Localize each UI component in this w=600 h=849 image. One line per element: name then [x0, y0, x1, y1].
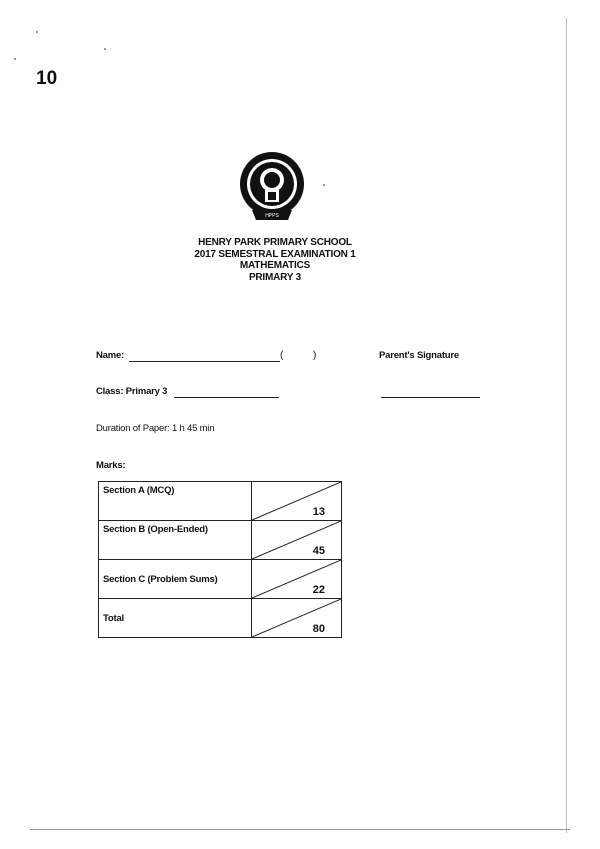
table-row — [99, 482, 342, 521]
scan-right-edge — [566, 18, 567, 833]
score-cell[interactable] — [252, 599, 342, 638]
score-cell[interactable] — [252, 482, 342, 521]
parent-signature-label: Parent's Signature — [379, 350, 459, 361]
score-diagonal — [252, 521, 341, 559]
school-name: HENRY PARK PRIMARY SCHOOL — [198, 237, 352, 248]
score-cell[interactable] — [252, 521, 342, 560]
section-name: Section B (Open-Ended) — [99, 521, 252, 560]
section-max-marks: 45 — [312, 545, 325, 557]
level-title: PRIMARY 3 — [248, 271, 302, 283]
register-number-close-bracket: ) — [313, 350, 317, 361]
section-name: Section C (Problem Sums) — [99, 560, 252, 599]
scan-speck — [36, 31, 38, 33]
exam-header — [150, 237, 400, 283]
class-label: Class: Primary 3 — [96, 386, 168, 397]
score-diagonal — [252, 560, 341, 598]
scan-speck — [104, 48, 106, 50]
school-crest-logo — [238, 150, 306, 222]
register-number-open-bracket: ( — [280, 350, 284, 361]
marks-label: Marks: — [96, 460, 126, 471]
parent-signature-line[interactable] — [381, 397, 480, 398]
scan-bottom-edge — [30, 829, 570, 830]
score-diagonal — [252, 599, 341, 637]
page-number: 10 — [36, 68, 58, 89]
section-max-marks: 22 — [312, 584, 325, 596]
score-cell[interactable] — [252, 560, 342, 599]
exam-title: 2017 SEMESTRAL EXAMINATION 1 — [194, 248, 356, 260]
table-row — [99, 521, 342, 560]
svg-text:HPPS: HPPS — [265, 213, 279, 219]
duration-label: Duration of Paper: 1 h 45 min — [96, 423, 215, 434]
name-field-line[interactable] — [129, 361, 280, 362]
table-row — [99, 560, 342, 599]
name-label: Name: — [96, 350, 125, 361]
section-name: Total — [99, 599, 252, 638]
subject-title: MATHEMATICS — [239, 260, 311, 271]
marks-table — [98, 481, 342, 638]
section-max-marks: 13 — [312, 506, 325, 518]
score-diagonal — [252, 482, 341, 520]
section-max-marks: 80 — [312, 623, 325, 635]
scan-speck — [14, 58, 16, 60]
table-row — [99, 599, 342, 638]
class-field-line[interactable] — [174, 397, 279, 398]
scan-speck — [323, 184, 325, 186]
section-name: Section A (MCQ) — [99, 482, 252, 521]
